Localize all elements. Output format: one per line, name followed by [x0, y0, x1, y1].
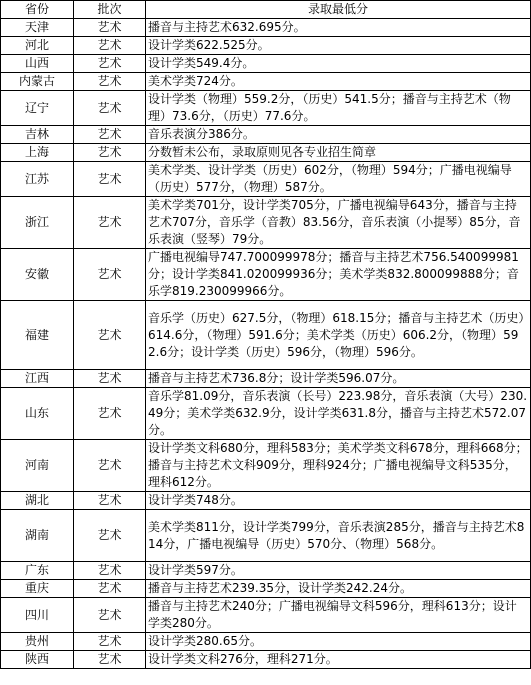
- province-cell: 四川: [1, 598, 74, 633]
- score-cell: 设计学类622.525分。: [146, 37, 531, 55]
- batch-cell: 艺术: [74, 301, 146, 370]
- score-cell: 设计学类（物理）559.2分，（历史）541.5分；播音与主持艺术（物理）73.6分，（历史）77.6分。: [146, 91, 531, 126]
- table-body: [1, 19, 531, 669]
- header-row: [1, 1, 531, 19]
- province-cell: 重庆: [1, 580, 74, 598]
- batch-cell: 艺术: [74, 249, 146, 301]
- province-cell: 安徽: [1, 249, 74, 301]
- score-cell: 音乐表演分386分。: [146, 126, 531, 144]
- table-row: [1, 126, 531, 144]
- score-cell: 音乐学81.09分，音乐表演（长号）223.98分，音乐表演（大号）230.49分；美术学类632.9分，设计学类631.8分，播音与主持艺术572.07分。: [146, 388, 531, 440]
- province-cell: 福建: [1, 301, 74, 370]
- batch-cell: 艺术: [74, 37, 146, 55]
- score-cell: 设计学类597分。: [146, 562, 531, 580]
- province-cell: 湖南: [1, 510, 74, 562]
- batch-cell: 艺术: [74, 510, 146, 562]
- batch-cell: 艺术: [74, 562, 146, 580]
- table-row: [1, 301, 531, 370]
- table-row: [1, 91, 531, 126]
- batch-cell: 艺术: [74, 91, 146, 126]
- table-header: [1, 1, 531, 19]
- batch-cell: 艺术: [74, 440, 146, 492]
- table-row: [1, 510, 531, 562]
- batch-cell: 艺术: [74, 73, 146, 91]
- batch-cell: 艺术: [74, 55, 146, 73]
- score-cell: 设计学类549.4分。: [146, 55, 531, 73]
- table-row: [1, 562, 531, 580]
- batch-cell: 艺术: [74, 651, 146, 669]
- province-cell: 陕西: [1, 651, 74, 669]
- province-cell: 江西: [1, 370, 74, 388]
- table-row: [1, 633, 531, 651]
- province-cell: 山西: [1, 55, 74, 73]
- batch-cell: 艺术: [74, 370, 146, 388]
- batch-cell: 艺术: [74, 388, 146, 440]
- score-cell: 设计学类文科276分，理科271分。: [146, 651, 531, 669]
- table-row: [1, 144, 531, 162]
- province-cell: 内蒙古: [1, 73, 74, 91]
- province-cell: 辽宁: [1, 91, 74, 126]
- province-cell: 山东: [1, 388, 74, 440]
- table-row: [1, 492, 531, 510]
- batch-cell: 艺术: [74, 126, 146, 144]
- batch-cell: 艺术: [74, 19, 146, 37]
- table-row: [1, 440, 531, 492]
- header-province: 省份: [1, 1, 74, 19]
- table-row: [1, 598, 531, 633]
- province-cell: 上海: [1, 144, 74, 162]
- header-score: 录取最低分: [146, 1, 531, 19]
- table-row: [1, 249, 531, 301]
- province-cell: 广东: [1, 562, 74, 580]
- province-cell: 河北: [1, 37, 74, 55]
- table-row: [1, 580, 531, 598]
- score-cell: 美术学类、设计学类（历史）602分，（物理）594分；广播电视编导（历史）577分，（物理）587分。: [146, 162, 531, 197]
- score-cell: 播音与主持艺术632.695分。: [146, 19, 531, 37]
- table-row: [1, 19, 531, 37]
- province-cell: 天津: [1, 19, 74, 37]
- score-cell: 广播电视编导747.700099978分；播音与主持艺术756.540099981分；设计学类841.020099936分；美术学类832.800099888分；音乐学819.230099966分。: [146, 249, 531, 301]
- table-row: [1, 55, 531, 73]
- score-cell: 美术学类701分，设计学类705分，广播电视编导643分，播音与主持艺术707分，音乐学（音教）83.56分，音乐表演（小提琴）85分，音乐表演（竖琴）79分。: [146, 197, 531, 249]
- batch-cell: 艺术: [74, 162, 146, 197]
- batch-cell: 艺术: [74, 580, 146, 598]
- score-cell: 美术学类724分。: [146, 73, 531, 91]
- table-row: [1, 370, 531, 388]
- province-cell: 吉林: [1, 126, 74, 144]
- score-cell: 设计学类文科680分，理科583分；美术学类文科678分，理科668分；播音与主持艺术文科909分，理科924分；广播电视编导文科535分，理科612分。: [146, 440, 531, 492]
- table-row: [1, 162, 531, 197]
- score-cell: 播音与主持艺术240分；广播电视编导文科596分，理科613分；设计学类280分。: [146, 598, 531, 633]
- province-cell: 贵州: [1, 633, 74, 651]
- table-row: [1, 651, 531, 669]
- score-cell: 播音与主持艺术736.8分；设计学类596.07分。: [146, 370, 531, 388]
- batch-cell: 艺术: [74, 598, 146, 633]
- table-row: [1, 388, 531, 440]
- province-cell: 浙江: [1, 197, 74, 249]
- score-cell: 音乐学（历史）627.5分，（物理）618.15分；播音与主持艺术（历史）614.6分，（物理）591.6分；美术学类（历史）606.2分，（物理）592.6分；设计学类（历史）596分，（物理）596分。: [146, 301, 531, 370]
- header-batch: 批次: [74, 1, 146, 19]
- score-cell: 设计学类280.65分。: [146, 633, 531, 651]
- table-row: [1, 73, 531, 91]
- province-cell: 湖北: [1, 492, 74, 510]
- province-cell: 河南: [1, 440, 74, 492]
- score-cell: 美术学类811分，设计学类799分，音乐表演285分，播音与主持艺术814分，广播电视编导（历史）570分、（物理）568分。: [146, 510, 531, 562]
- batch-cell: 艺术: [74, 492, 146, 510]
- batch-cell: 艺术: [74, 144, 146, 162]
- batch-cell: 艺术: [74, 197, 146, 249]
- score-cell: 分数暂未公布，录取原则见各专业招生简章: [146, 144, 531, 162]
- province-cell: 江苏: [1, 162, 74, 197]
- batch-cell: 艺术: [74, 633, 146, 651]
- table-row: [1, 197, 531, 249]
- table-row: [1, 37, 531, 55]
- score-cell: 设计学类748分。: [146, 492, 531, 510]
- score-cell: 播音与主持艺术239.35分，设计学类242.24分。: [146, 580, 531, 598]
